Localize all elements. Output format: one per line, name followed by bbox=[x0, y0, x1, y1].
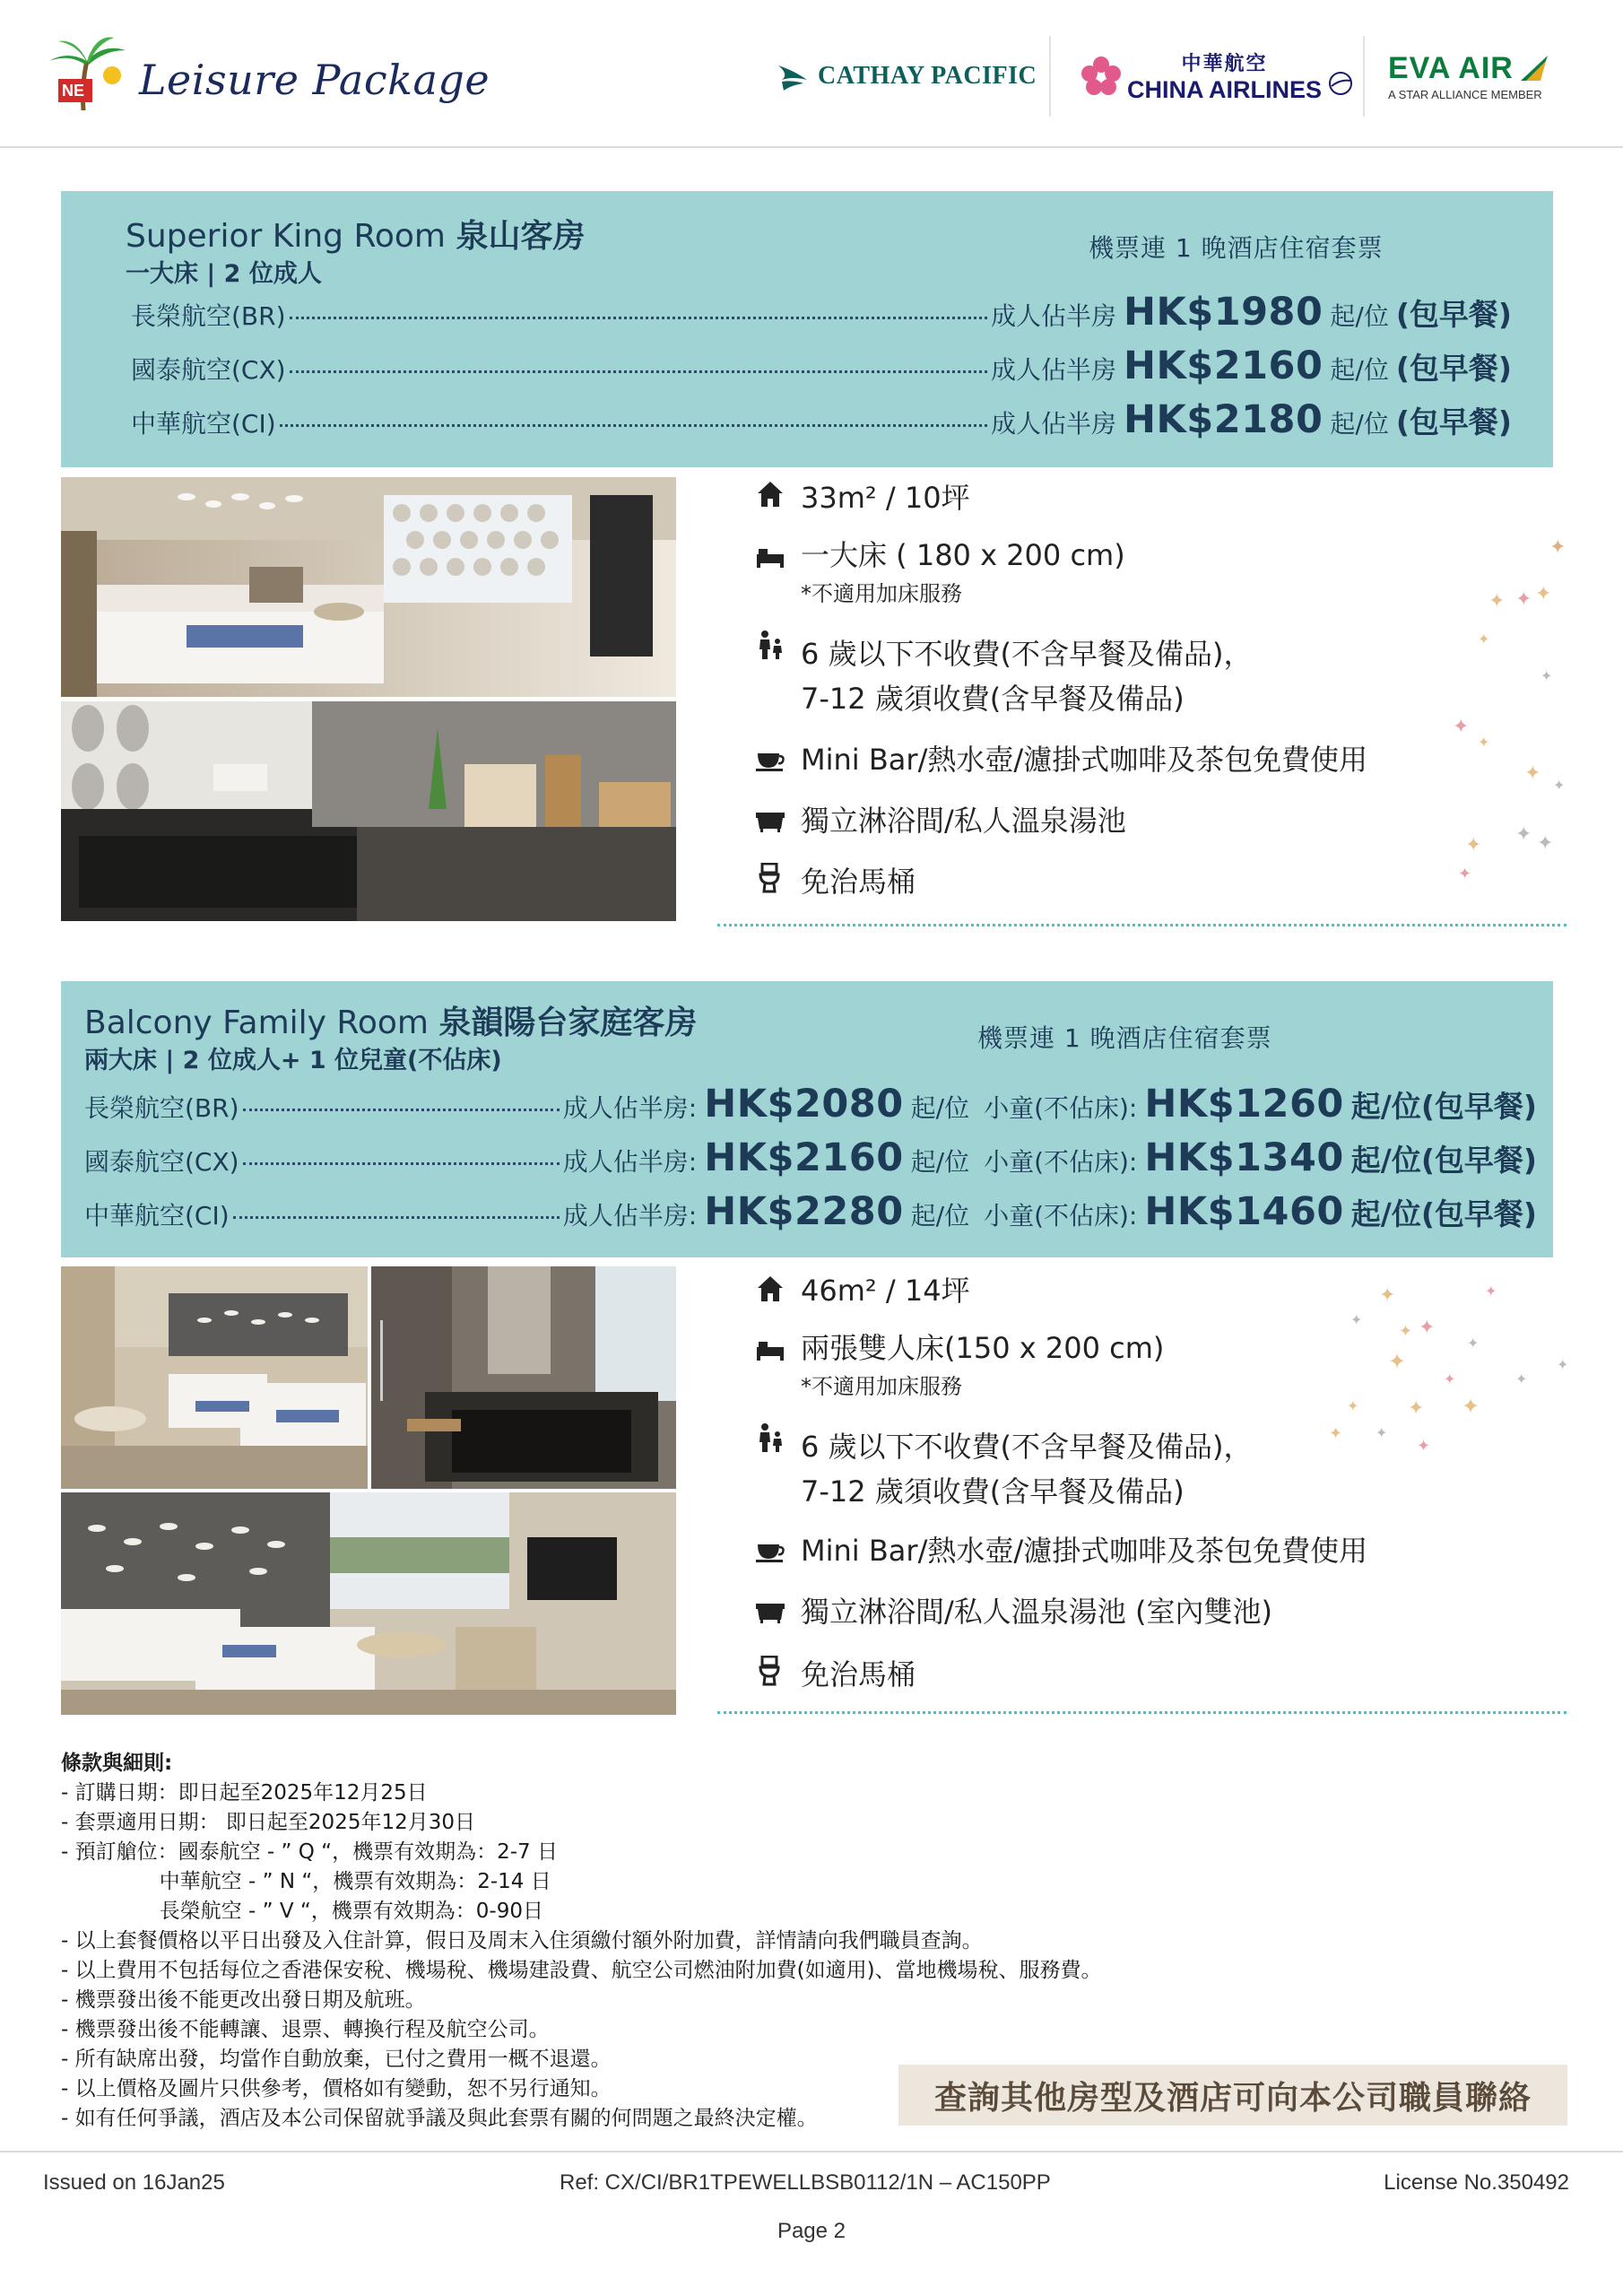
header-divider bbox=[1363, 36, 1365, 117]
sparkle-icon: ✦ bbox=[1453, 716, 1470, 738]
price-per: 起/位 bbox=[1330, 409, 1389, 439]
room1-child-policy-1: 6 歲以下不收費(不含早餐及備品)， bbox=[801, 637, 1253, 671]
sparkle-icon: ✦ bbox=[1417, 1437, 1431, 1456]
eva-wing-icon bbox=[1519, 54, 1549, 84]
adult-price-label: 成人佔半房: bbox=[562, 1201, 698, 1231]
terms-line: - 所有缺席出發，均當作自動放棄，已付之費用一概不退還。 bbox=[61, 2048, 612, 2071]
eva-air-name: EVA AIR bbox=[1388, 51, 1514, 85]
sparkle-icon: ✦ bbox=[1350, 1311, 1363, 1328]
airline-name: 國泰航空(CX) bbox=[131, 355, 286, 385]
china-airlines-logo bbox=[1081, 36, 1354, 117]
airline-name: 中華航空(CI) bbox=[131, 409, 276, 439]
room2-bath: 獨立淋浴間/私人溫泉湯池 (室內雙池) bbox=[801, 1595, 1272, 1629]
child-price-per: 起/位(包早餐) bbox=[1350, 1089, 1537, 1124]
sparkle-icon: ✦ bbox=[1329, 1424, 1343, 1443]
room1-price-row bbox=[131, 290, 1512, 335]
skyteam-icon bbox=[1327, 70, 1354, 97]
terms-line: - 以上套餐價格以平日出發及入住計算，假日及周末入住須繳付額外附加費，詳情請向我們職員查詢。 bbox=[61, 1929, 983, 1952]
dot-leader bbox=[233, 1216, 560, 1219]
sparkle-icon: ✦ bbox=[1485, 1283, 1497, 1300]
room2-divider bbox=[717, 1711, 1567, 1714]
adult-price-amount: HK$2280 bbox=[704, 1189, 904, 1234]
room2-minibar: Mini Bar/熱水壺/濾掛式咖啡及茶包免費使用 bbox=[801, 1534, 1368, 1568]
room2-bath-photo bbox=[371, 1266, 676, 1489]
room1-title bbox=[126, 211, 585, 257]
terms-line: - 套票適用日期： 即日起至2025年12月30日 bbox=[61, 1811, 475, 1834]
adult-price-per: 起/位 bbox=[910, 1147, 970, 1177]
price-amount: HK$1980 bbox=[1123, 290, 1324, 335]
dot-leader bbox=[280, 424, 987, 427]
sparkle-icon: ✦ bbox=[1515, 1370, 1528, 1387]
toilet-icon bbox=[755, 863, 785, 893]
airline-name: 長榮航空(BR) bbox=[84, 1093, 239, 1123]
sparkle-icon: ✦ bbox=[1553, 777, 1566, 794]
child-price-label: 小童(不佔床): bbox=[984, 1147, 1138, 1177]
terms-line: - 預訂艙位：國泰航空 - ” Q “，機票有效期為：2-7 日 bbox=[61, 1840, 558, 1864]
room2-toilet: 免治馬桶 bbox=[801, 1657, 916, 1692]
room2-package-label: 機票連 1 晚酒店住宿套票 bbox=[977, 1023, 1272, 1053]
room2-subtitle: 兩大床 | 2 位成人+ 1 位兒童(不佔床) bbox=[84, 1047, 502, 1074]
sparkle-icon: ✦ bbox=[1515, 823, 1532, 846]
room1-price-box bbox=[61, 191, 1553, 467]
cathay-pacific-logo bbox=[777, 36, 1037, 117]
child-price-label: 小童(不佔床): bbox=[984, 1201, 1138, 1231]
bed-icon bbox=[755, 1333, 785, 1363]
room1-price-row bbox=[131, 344, 1512, 388]
breakfast-note: (包早餐) bbox=[1395, 297, 1512, 332]
child-price-amount: HK$1460 bbox=[1144, 1189, 1344, 1234]
room1-size: 33m² / 10坪 bbox=[801, 481, 970, 515]
price-amount: HK$2180 bbox=[1123, 397, 1324, 442]
terms-line: - 如有任何爭議，酒店及本公司保留就爭議及與此套票有關的何問題之最終決定權。 bbox=[61, 2107, 818, 2130]
sparkle-icon: ✦ bbox=[1478, 631, 1490, 648]
china-airlines-en-name: CHINA AIRLINES bbox=[1127, 76, 1323, 103]
child-price-label: 小童(不佔床): bbox=[984, 1093, 1138, 1123]
sparkle-icon: ✦ bbox=[1478, 734, 1490, 751]
house-icon bbox=[755, 1274, 785, 1304]
child-price-per: 起/位(包早餐) bbox=[1350, 1143, 1537, 1178]
adult-price-amount: HK$2080 bbox=[704, 1082, 904, 1126]
family-icon bbox=[755, 630, 785, 660]
room2-title-en: Balcony Family Room bbox=[84, 1004, 429, 1041]
footer-license: License No.350492 bbox=[1384, 2170, 1569, 2195]
sparkle-icon: ✦ bbox=[1465, 834, 1482, 857]
adult-price-amount: HK$2160 bbox=[704, 1135, 904, 1180]
bathtub-icon bbox=[755, 805, 785, 836]
dot-leader bbox=[290, 317, 987, 319]
terms-line: 長榮航空 - ” V “，機票有效期為：0-90日 bbox=[61, 1900, 543, 1923]
sparkle-icon: ✦ bbox=[1419, 1317, 1436, 1339]
sparkle-icon: ✦ bbox=[1488, 590, 1506, 613]
footer-reference: Ref: CX/CI/BR1TPEWELLBSB0112/1N – AC150PP bbox=[560, 2170, 1051, 2195]
price-label: 成人佔半房 bbox=[990, 355, 1116, 385]
terms-line: 中華航空 - ” N “，機票有效期為：2-14 日 bbox=[61, 1870, 551, 1893]
sparkle-icon: ✦ bbox=[1462, 1394, 1480, 1419]
bathtub-icon bbox=[755, 1596, 785, 1627]
airline-name: 中華航空(CI) bbox=[84, 1201, 230, 1231]
breakfast-note: (包早餐) bbox=[1395, 351, 1512, 386]
cathay-pacific-name: CATHAY PACIFIC bbox=[818, 62, 1037, 90]
sparkle-icon: ✦ bbox=[1467, 1335, 1480, 1352]
dot-leader bbox=[290, 370, 987, 373]
adult-price-label: 成人佔半房: bbox=[562, 1093, 698, 1123]
sparkle-icon: ✦ bbox=[1458, 865, 1472, 883]
sparkle-icon: ✦ bbox=[1557, 1356, 1569, 1373]
terms-line: - 以上費用不包括每位之香港保安稅、機場稅、機場建設費、航空公司燃油附加費(如適用)、當地機場稅、服務費。 bbox=[61, 1959, 1102, 1982]
cathay-brushwing-icon bbox=[777, 58, 809, 94]
brand-title: Leisure Package bbox=[139, 56, 490, 104]
plum-blossom-icon bbox=[1081, 56, 1122, 97]
palm-tree-icon bbox=[40, 34, 130, 115]
sparkle-icon: ✦ bbox=[1379, 1284, 1396, 1307]
room2-size: 46m² / 14坪 bbox=[801, 1274, 970, 1308]
room2-price-box bbox=[61, 981, 1553, 1257]
sparkle-icon: ✦ bbox=[1524, 762, 1541, 785]
adult-price-label: 成人佔半房: bbox=[562, 1147, 698, 1177]
sparkle-icon: ✦ bbox=[1399, 1322, 1413, 1341]
price-label: 成人佔半房 bbox=[990, 409, 1116, 439]
footer-divider bbox=[0, 2151, 1623, 2152]
price-label: 成人佔半房 bbox=[990, 301, 1116, 331]
terms-title: 條款與細則: bbox=[61, 1752, 173, 1775]
sparkle-icon: ✦ bbox=[1408, 1397, 1425, 1420]
sparkle-icon: ✦ bbox=[1537, 832, 1554, 855]
dot-leader bbox=[243, 1109, 560, 1111]
price-amount: HK$2160 bbox=[1123, 344, 1324, 388]
room1-bedroom-photo bbox=[61, 477, 676, 697]
room2-bedroom-photo bbox=[61, 1266, 368, 1489]
room2-bed: 兩張雙人床(150 x 200 cm) bbox=[801, 1331, 1165, 1365]
adult-price-per: 起/位 bbox=[910, 1201, 970, 1231]
breakfast-note: (包早餐) bbox=[1395, 404, 1512, 439]
room1-bed-note: *不適用加床服務 bbox=[801, 581, 962, 606]
room1-minibar: Mini Bar/熱水壺/濾掛式咖啡及茶包免費使用 bbox=[801, 743, 1368, 777]
room1-divider bbox=[717, 924, 1567, 926]
room2-living-photo bbox=[61, 1492, 676, 1715]
room1-price-row bbox=[131, 397, 1512, 442]
dot-leader bbox=[243, 1162, 560, 1165]
room1-bath-photo bbox=[61, 701, 676, 921]
room2-child-policy-2: 7-12 歲須收費(含早餐及備品) bbox=[801, 1474, 1185, 1509]
sparkle-icon: ✦ bbox=[1535, 583, 1552, 605]
room1-bath: 獨立淋浴間/私人溫泉湯池 bbox=[801, 804, 1126, 838]
star-alliance-label: A STAR ALLIANCE MEMBER bbox=[1388, 88, 1542, 101]
tea-cup-icon bbox=[755, 1534, 785, 1564]
room2-title-cn: 泉韻陽台家庭客房 bbox=[438, 1004, 698, 1041]
terms-line: - 機票發出後不能更改出發日期及航班。 bbox=[61, 1988, 426, 2012]
china-airlines-cn-name: 中華航空 bbox=[1181, 52, 1268, 75]
child-price-amount: HK$1260 bbox=[1144, 1082, 1344, 1126]
room1-toilet: 免治馬桶 bbox=[801, 865, 916, 899]
room2-bed-note: *不適用加床服務 bbox=[801, 1374, 962, 1399]
bed-icon bbox=[755, 540, 785, 570]
terms-line: - 以上價格及圖片只供參考，價格如有變動，恕不另行通知。 bbox=[61, 2077, 612, 2100]
sparkle-icon: ✦ bbox=[1388, 1349, 1407, 1374]
room1-subtitle: 一大床 | 2 位成人 bbox=[126, 260, 322, 288]
room1-package-label: 機票連 1 晚酒店住宿套票 bbox=[1089, 233, 1384, 263]
footer-issued-date: Issued on 16Jan25 bbox=[43, 2170, 225, 2195]
sparkle-icon: ✦ bbox=[1549, 536, 1567, 559]
brand-logo bbox=[40, 34, 490, 115]
sparkle-icon: ✦ bbox=[1376, 1424, 1388, 1441]
sparkle-icon: ✦ bbox=[1347, 1397, 1359, 1414]
room1-title-cn: 泉山客房 bbox=[456, 218, 586, 255]
room2-price-row bbox=[84, 1135, 1537, 1180]
house-icon bbox=[755, 479, 785, 509]
sparkle-icon: ✦ bbox=[1515, 588, 1532, 611]
room1-child-policy-2: 7-12 歲須收費(含早餐及備品) bbox=[801, 682, 1185, 716]
price-per: 起/位 bbox=[1330, 301, 1389, 331]
header-divider bbox=[1049, 36, 1051, 117]
airline-name: 國泰航空(CX) bbox=[84, 1147, 239, 1177]
page-header bbox=[0, 0, 1623, 148]
brand-mark-text: NE bbox=[62, 82, 85, 100]
toilet-icon bbox=[755, 1656, 785, 1686]
price-per: 起/位 bbox=[1330, 355, 1389, 385]
terms-line: - 訂購日期：即日起至2025年12月25日 bbox=[61, 1781, 428, 1805]
room1-bed: 一大床 ( 180 x 200 cm) bbox=[801, 538, 1125, 572]
room2-price-row bbox=[84, 1189, 1537, 1234]
room1-title-en: Superior King Room bbox=[126, 218, 446, 255]
tea-cup-icon bbox=[755, 743, 785, 773]
sparkle-icon: ✦ bbox=[1541, 667, 1553, 684]
page-number: Page 2 bbox=[777, 2219, 846, 2243]
child-price-amount: HK$1340 bbox=[1144, 1135, 1344, 1180]
eva-air-logo bbox=[1388, 36, 1549, 117]
room2-child-policy-1: 6 歲以下不收費(不含早餐及備品)， bbox=[801, 1430, 1253, 1464]
contact-banner: 查詢其他房型及酒店可向本公司職員聯絡 bbox=[898, 2065, 1567, 2126]
family-icon bbox=[755, 1422, 785, 1453]
airline-name: 長榮航空(BR) bbox=[131, 301, 286, 331]
child-price-per: 起/位(包早餐) bbox=[1350, 1196, 1537, 1231]
terms-line: - 機票發出後不能轉讓、退票、轉換行程及航空公司。 bbox=[61, 2018, 550, 2041]
sparkle-icon: ✦ bbox=[1444, 1370, 1456, 1387]
room2-price-row bbox=[84, 1082, 1537, 1126]
adult-price-per: 起/位 bbox=[910, 1093, 970, 1123]
room2-title bbox=[84, 997, 697, 1043]
